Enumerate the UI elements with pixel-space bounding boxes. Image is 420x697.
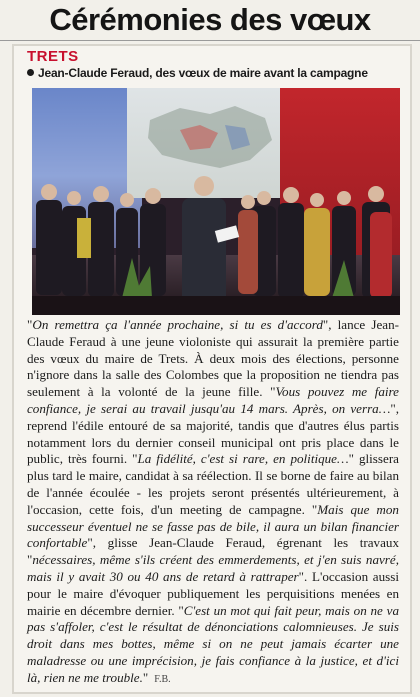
article-photo bbox=[32, 88, 400, 315]
text-segment: ". L'occasion aussi pour le maire d'évoquer publiquement les perquisitions menées en mairie en décembre dernier. " bbox=[27, 568, 399, 618]
kicker-text: Jean-Claude Feraud, des vœux de maire avant la campagne bbox=[38, 66, 368, 80]
photo-people bbox=[32, 148, 400, 315]
section-label: TRETS bbox=[27, 48, 79, 65]
article-body bbox=[27, 317, 399, 689]
text-segment: ", reprend l'édile entouré de sa majorité, tandis que d'autres élus partis notamment lors du dernier conseil municipal ont pris place dans le public, très fourni. " bbox=[27, 400, 399, 467]
quote-segment: C'est un mot qui fait peur, mais on ne va pas s'affoler, c'est le résultat de dénonciations calomnieuses. Je suis droit dans mes bottes, même si on ne peut jamais écarter une maladresse ou une imprécision, je fais confiance à la justice, et d'ici là, rien ne me trouble. bbox=[27, 602, 399, 685]
kicker bbox=[27, 66, 407, 80]
bullet-icon bbox=[27, 69, 34, 76]
quote-segment: La fidélité, c'est si rare, en politique… bbox=[137, 451, 349, 467]
text-segment: " bbox=[27, 317, 33, 332]
text-segment: ", lance Jean-Claude Feraud à une jeune violoniste qui assurait la première partie des vœux du maire de Trets. À deux mois des élections, personne n'ignore dans la salle des Colombes que la proposition ne tiendra pas seulement à la volonté de la jeune fille. " bbox=[27, 317, 399, 400]
quote-segment: Vous pouvez me faire confiance, je serai au travail jusqu'au 14 mars. Après, on verra… bbox=[27, 384, 399, 416]
headline: Cérémonies des vœux bbox=[49, 2, 371, 37]
text-segment: ", glisse Jean-Claude Feraud, égrenant les travaux " bbox=[27, 535, 399, 568]
headline-rule bbox=[0, 40, 420, 41]
quote-segment: Mais que mon successeur éventuel ne se fasse pas de bile, il aura un bilan financier confortable bbox=[27, 501, 399, 551]
quote-segment: On remettra ça l'année prochaine, si tu es d'accord bbox=[32, 317, 323, 332]
quote-segment: nécessaires, même s'ils créent des emmerdements, et j'en suis navré, mais il y avait 30 ou 40 ans de retard à rattraper bbox=[27, 552, 399, 584]
text-segment: " bbox=[142, 669, 149, 685]
author-signature: F.B. bbox=[154, 673, 171, 685]
text-segment: " glissera plus tard le maire, candidat à sa réélection. Il se borne de faire au bilan de l'année écoulée - les projets seront présentés ultérieurement, à l'occasion, cette fois, d'un meeting de campagne. " bbox=[27, 451, 399, 517]
article-text bbox=[27, 317, 399, 689]
